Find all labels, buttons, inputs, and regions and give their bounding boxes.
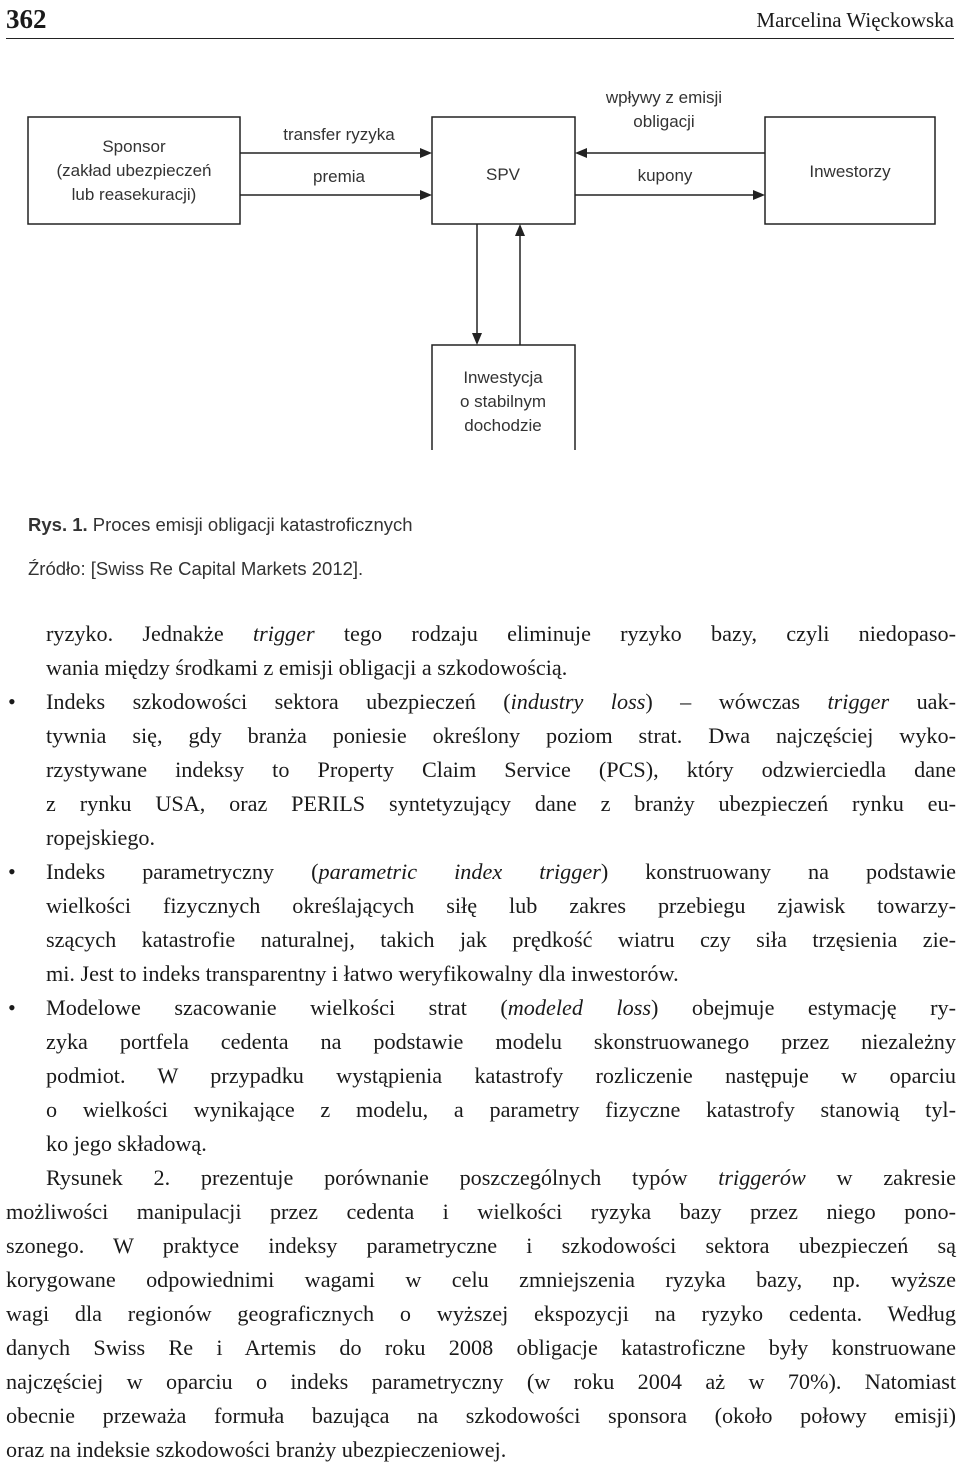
- text-line: z rynku USA, oraz PERILS syntetyzujący dane z branży ubezpieczeń rynku eu-: [46, 791, 956, 816]
- text-line: szonego. W praktyce indeksy parametryczne i szkodowości sektora ubezpieczeń są: [6, 1233, 956, 1258]
- sponsor-label-1: Sponsor: [102, 137, 166, 156]
- figure-source: Źródło: [Swiss Re Capital Markets 2012].: [28, 558, 364, 579]
- text-line: o wielkości wynikające z modelu, a parametry fizyczne katastrofy stanowią tyl-: [46, 1097, 956, 1122]
- wplywy-arrowhead: [575, 148, 587, 158]
- page-number: 362: [6, 4, 47, 34]
- wplywy-label-1: wpływy z emisji: [605, 88, 723, 107]
- down-arrowhead: [472, 333, 482, 345]
- text-line: ryzyko. Jednakże trigger tego rodzaju eliminuje ryzyko bazy, czyli niedopaso-: [46, 621, 956, 646]
- text-line: ropejskiego.: [46, 825, 156, 850]
- text-line: wagi dla regionów geograficznych o wyższej ekspozycji na ryzyko cedenta. Według: [6, 1301, 956, 1326]
- text-line: tywnia się, gdy branża poniesie określony poziom strat. Dwa najczęściej wyko-: [46, 723, 956, 748]
- spv-label: SPV: [485, 165, 521, 184]
- text-line: oraz na indeksie szkodowości branży ubezpieczeniowej.: [6, 1437, 507, 1462]
- figure-caption-title: Proces emisji obligacji katastroficznych: [92, 514, 413, 535]
- sponsor-label-2: (zakład ubezpieczeń: [56, 161, 212, 180]
- investors-label: Inwestorzy: [809, 162, 891, 181]
- transfer-label: transfer ryzyka: [283, 125, 395, 144]
- text-line: wania między środkami z emisji obligacji a szkodowością.: [46, 655, 568, 680]
- page-header: [6, 4, 954, 39]
- running-author: Marcelina Więckowska: [756, 8, 954, 32]
- text-line: możliwości manipulacji przez cedenta i wielkości ryzyka bazy przez niego pono-: [6, 1199, 956, 1224]
- body-text: [6, 617, 956, 1467]
- figure-caption-label: Rys. 1.: [28, 514, 88, 535]
- text-line: korygowane odpowiednimi wagami w celu zmniejszenia ryzyka bazy, np. wyższe: [6, 1267, 956, 1292]
- text-line: Rysunek 2. prezentuje porównanie poszczególnych typów triggerów w zakresie: [46, 1165, 956, 1190]
- bullet-item-industry-loss: • Indeks szkodowości sektora ubezpieczeń (industry loss) – wówczas trigger uak-: [6, 685, 956, 719]
- text-line: danych Swiss Re i Artemis do roku 2008 obligacje katastroficzne były konstruowane: [6, 1335, 956, 1360]
- investment-label-2: o stabilnym: [460, 392, 546, 411]
- text-line: szących katastrofie naturalnej, takich jak prędkość wiatru czy siła trzęsienia zie-: [46, 927, 956, 952]
- bullet-marker: •: [8, 859, 16, 884]
- bullet-item-modeled-loss: • Modelowe szacowanie wielkości strat (modeled loss) obejmuje estymację ry-: [6, 991, 956, 1025]
- bullet-item-parametric: • Indeks parametryczny (parametric index trigger) konstruowany na podstawie: [6, 855, 956, 889]
- bullet-marker: •: [8, 689, 16, 714]
- text-line: zyka portfela cedenta na podstawie modelu skonstruowanego przez niezależny: [46, 1029, 956, 1054]
- bond-issuance-diagram: [0, 60, 960, 450]
- up-arrowhead: [515, 224, 525, 236]
- text-line: rzystywane indeksy to Property Claim Service (PCS), który odzwierciedla dane: [46, 757, 956, 782]
- text-line: podmiot. W przypadku wystąpienia katastrofy rozliczenie następuje w oparciu: [46, 1063, 956, 1088]
- text-line: najczęściej w oparciu o indeks parametryczny (w roku 2004 aż w 70%). Natomiast: [6, 1369, 956, 1394]
- figure-caption: [28, 514, 413, 536]
- text-line: obecnie przeważa formuła bazująca na szkodowości sponsora (około połowy emisji): [6, 1403, 956, 1428]
- wplywy-label-2: obligacji: [633, 112, 695, 131]
- kupony-arrowhead: [753, 190, 765, 200]
- investment-label-3: dochodzie: [464, 416, 542, 435]
- bullet-marker: •: [8, 995, 16, 1020]
- kupony-label: kupony: [637, 166, 693, 185]
- premia-arrowhead: [420, 190, 432, 200]
- text-line: mi. Jest to indeks transparentny i łatwo weryfikowalny dla inwestorów.: [46, 961, 679, 986]
- transfer-arrowhead: [420, 148, 432, 158]
- premia-label: premia: [313, 167, 365, 186]
- text-line: wielkości fizycznych określających siłę lub zakres przebiegu zjawisk towarzy-: [46, 893, 956, 918]
- text-line: ko jego składową.: [46, 1131, 207, 1156]
- sponsor-label-3: lub reasekuracji): [71, 185, 197, 204]
- investment-label-1: Inwestycja: [463, 368, 543, 387]
